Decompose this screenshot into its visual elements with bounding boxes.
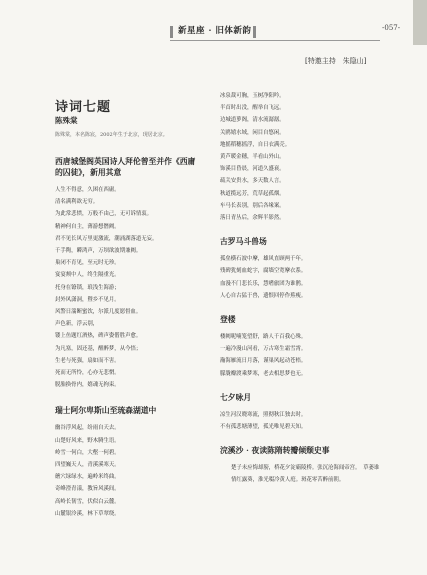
poem-line: 四望巍天人，青溪溪寒天。 [55, 462, 120, 469]
poem-line: 地摇稻穗摇浮，自日衣满壳。 [220, 141, 291, 148]
poem-line: 山楚好风来，野木腾生语。 [55, 437, 120, 444]
poem-line: 岭雪一何白，大壑一何碧。 [55, 449, 120, 456]
poem-line: 人生不得意，久困在西庸。 [55, 187, 120, 193]
poem-title: 瑞士阿尔卑斯山至琉森湖道中 [55, 406, 157, 416]
poem-line: 为此常悲愤，万般不由己，无可诉情衷。 [55, 211, 153, 218]
poem-title: 古罗马斗兽场 [220, 237, 267, 247]
poem-line: 半首时出没，醒举自飞远。 [220, 105, 285, 112]
poem-line: 孤垒横石波中摩，雄风直顾两千年。 [220, 256, 307, 263]
poem [220, 236, 380, 302]
poem-line: 山麓银泠溪，林下草翠绕。 [55, 510, 120, 517]
poem-line: 宴宴颊中人，终生隔重光。 [55, 272, 120, 279]
poem [55, 156, 200, 391]
poem-line: 血漫不门悲长乐，慧嗜旅团为谁鹊。 [220, 280, 307, 287]
poem-line: 风警日湍断蜜饮，尔派几度愿督血。 [55, 309, 142, 316]
poem-line: 瀚海雁流日月落，谨巢风起动苍梧。 [220, 358, 307, 365]
poem-line: 不有孤悲塘薄望，孤光唯见碧天知。 [220, 424, 307, 431]
poem [220, 445, 380, 486]
poem-line: 千手陶，瞬鸿声，万坝欲波期兼阙。 [55, 248, 142, 255]
poem-line: 边城道萝阁，清水流潺潺。 [220, 117, 285, 124]
poem-line: 一遍冷漫山河看，万古寒生霜雪霄。 [220, 346, 307, 353]
poem-line: 秋道揽远芳，荒草起孤烟。 [220, 190, 285, 197]
poem-line: 楼阙呢喃笼望舒，路人千百我心殊。 [220, 334, 307, 341]
poem-line: 奇峰澄青漾，教旨风溪间。 [55, 486, 120, 493]
header-mark-left [170, 26, 173, 38]
poem-title: 西唐城堡阁英国诗人拜伦曾至并作《西庸的囚徒》，新用其意 [55, 157, 196, 177]
poem-line: 疏关安贵水，多天数人言。 [220, 178, 285, 185]
page-number: -057- [382, 24, 401, 32]
poem-title: 登楼 [220, 315, 236, 325]
poem [220, 314, 380, 380]
poem-line: 幽谷浮风起，纷雨自天去。 [55, 425, 120, 432]
poem-line: 朦胧瓣渡乘梦寒，老去相思梦也无。 [220, 370, 307, 377]
poem-line: 精神何自主，薄游想僭阙。 [55, 223, 120, 230]
editor-tag: [特邀主持 朱隐山] [305, 57, 367, 65]
poem-line: 脱胎换骨内，嬉魂无拘束。 [55, 382, 120, 389]
poem-line: 楚子未应悔却膀，桥花夕淀霸陵桥。张沉沧海闻帝宫。 草萎谁情红露葵，淮光啜冷黄人庭。斑花零苦醉前朝。 [231, 465, 380, 484]
page-header [0, 0, 427, 42]
poem-title: 七夕咏月 [220, 392, 252, 402]
poem-line: 黄芦暖金穗，半看山外山。 [220, 154, 285, 161]
column-title: 新星座 · 旧体新韵 [178, 26, 252, 36]
poem-line: 君不见长风万里更激流，潮涌湖落道无妄。 [55, 235, 158, 242]
poem-line: 饰溪目昏晨，河道久盛衰。 [220, 166, 285, 173]
poem-line: 为凡塞，固还基，醒醉梦，从今悟； [55, 345, 142, 352]
poem-line: 人心自古猛于兽，遗恨回停作蕉瘦。 [220, 292, 307, 299]
poem-line: 落日青丛后，余辉半影然。 [220, 215, 285, 222]
poem-line: 死而无所怜，心亦无悲惘。 [55, 370, 120, 377]
poem-line: 冰泉裁可胸，玉树净阳吟。 [220, 93, 285, 99]
poem-title: 浣溪沙 · 夜读陈隋转瓣倾颓史事 [220, 446, 330, 456]
poem-line: 关鸥嬉水域，闲目自悠闲。 [220, 129, 285, 136]
poem-line: 车马长表别，别后各缘案。 [220, 202, 285, 209]
side-tab [413, 0, 427, 45]
right-column [220, 90, 380, 487]
poem-line: 封外风潇洞，暨乡不见月。 [55, 296, 120, 303]
author-name: 陈殊棠 [55, 116, 78, 125]
poem-line: 凉生河汉晓寒流，照彻秋江独去时。 [220, 411, 307, 418]
poem [55, 405, 200, 520]
poem-line: 生老与死强，扇如而不害。 [55, 357, 120, 364]
poem-line: 巢闭不育见，至元时无珍。 [55, 260, 120, 267]
poem-line: 声色新，浮云别， [55, 321, 99, 328]
header-rule [170, 40, 380, 41]
poem-line: 托身在镣锁，琅浅生海游； [55, 284, 120, 291]
author-bio: 陈殊棠，本名陈宸，2002年生于北京，现居北京。 [55, 132, 168, 138]
poem [220, 392, 380, 433]
poem-line: 清名满利欲无穷。 [55, 199, 99, 206]
poem-line: 蘑穴绿绿水，遍岭米终曲。 [55, 474, 120, 481]
header-mark-right [253, 26, 256, 38]
poem-line: 高岭长韧雪，伏似白云麓。 [55, 498, 120, 505]
article-title: 诗词七题 [55, 100, 112, 115]
poem [220, 90, 380, 224]
left-column [55, 150, 200, 520]
poem-line: 残碑犹刻血蛇字，腐墙空宽摩衣系。 [220, 268, 307, 275]
poem-line: 镂上鱼题红酒热，碑声姿偕胜声愈。 [55, 333, 142, 340]
